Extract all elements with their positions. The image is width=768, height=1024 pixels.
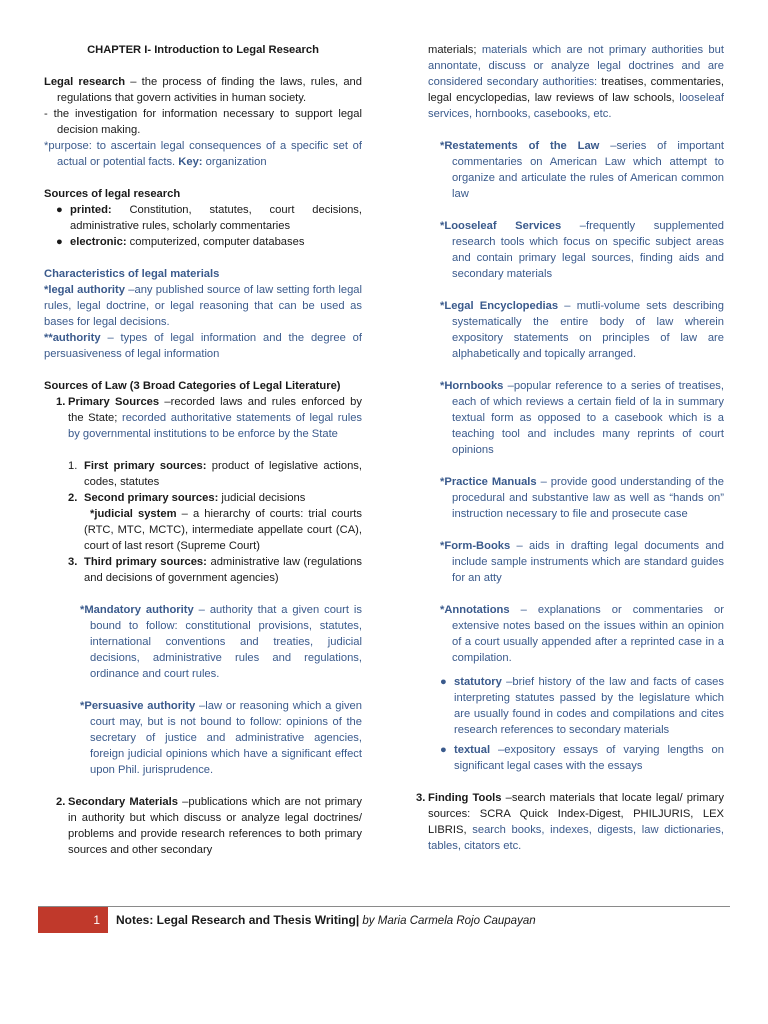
legal-research-definition-2: - the investigation for information necessary to support legal decision making.	[44, 108, 362, 136]
footer-title: Notes: Legal Research and Thesis Writing	[116, 913, 356, 927]
practice-manuals-paragraph: *Practice Manuals – provide good understanding of the procedural and substantive law as well as “hands on” instruction necessary to file and prosecute case	[440, 476, 724, 520]
page-footer	[38, 906, 730, 933]
legal-authority-paragraph: *legal authority –any published source of law setting forth legal rules, legal doctrine, or legal reasoning that can be used as bases for legal decisions.	[44, 284, 362, 328]
list-item: ● statutory –brief history of the law and facts of cases interpreting statutes passed by the legislature which are usually found in codes and compilations and cites research references to secondary materials	[440, 676, 724, 736]
annotations-paragraph: *Annotations – explanations or commentaries or extensive notes based on the issues within an opinion of a court usually appended after a reprinted case in a compilation.	[440, 604, 724, 664]
sources-list	[44, 202, 362, 250]
looseleaf-paragraph: *Looseleaf Services –frequently supplemented research tools which focus on specific subject areas and contain primary legal sources, finding aids and secondary materials	[440, 220, 725, 280]
primary-sources-paragraph: 1. Primary Sources –recorded laws and rules enforced by the State; recorded authoritative statements of legal rules by governmental institutions to be enforce by the State	[56, 396, 363, 440]
judicial-system-paragraph: *judicial system – a hierarchy of courts: trial courts (RTC, MTC, MCTC), intermediate appellate court (CA), court of last resort (Supreme Court)	[84, 508, 362, 552]
hornbooks-paragraph: *Hornbooks –popular reference to a series of treatises, each of which reviews a certain field of la in summary textual form as opposed to a casebook which is a teaching tool and includes many reprints of court opinions	[440, 380, 724, 456]
right-column	[416, 42, 725, 854]
sources-of-law-heading: Sources of Law (3 Broad Categories of Legal Literature)	[44, 380, 341, 392]
purpose-paragraph: *purpose: to ascertain legal consequences of a specific set of actual or potential facts. Key: organization	[44, 140, 362, 168]
sources-heading: Sources of legal research	[44, 188, 181, 200]
footer-text	[116, 912, 536, 929]
bullet-icon: ●	[56, 236, 63, 248]
legal-research-definition: Legal research – the process of finding the laws, rules, and regulations that govern activities in human society.	[44, 76, 362, 104]
bullet-icon: ●	[440, 744, 447, 756]
persuasive-authority-paragraph: *Persuasive authority –law or reasoning which a given court may, but is not bound to follow: opinions of the secretary of justice and administrative agencies, foreign judicial opinions which have a significant effect upon Phil. jurisprudence.	[80, 700, 362, 776]
restatements-paragraph: *Restatements of the Law –series of important commentaries on American Law which attempt to organize and articulate the rules of American common law	[440, 140, 724, 200]
annotations-list	[428, 674, 724, 774]
bullet-icon: ●	[440, 676, 447, 688]
encyclopedias-paragraph: *Legal Encyclopedias – mutli-volume sets describing systematically the entire body of law wherein expository statements on principles of law are alphabetically and topically arranged.	[440, 300, 724, 360]
finding-tools-paragraph: 3. Finding Tools –search materials that locate legal/ primary sources: SCRA Quick Index-Digest, PHILJURIS, LEX LIBRIS, search books, indexes, digests, law dictionaries, tables, citators etc.	[416, 792, 724, 852]
left-column	[44, 42, 362, 858]
form-books-paragraph: *Form-Books – aids in drafting legal documents and include sample instruments which are standard guides for an atty	[440, 540, 724, 584]
secondary-materials-paragraph: 2. Secondary Materials –publications which are not primary in authority but which discuss or analyze legal doctrines/ problems and provide research references to both primary sources and other secondary	[56, 796, 362, 856]
footer-author: by Maria Carmela Rojo Caupayan	[359, 915, 536, 927]
list-item: ● electronic: computerized, computer databases	[56, 236, 305, 248]
page-number: 1	[38, 907, 108, 933]
list-item: ● printed: Constitution, statutes, court decisions, administrative rules, scholarly commentaries	[56, 204, 362, 232]
authority-paragraph: **authority – types of legal information and the degree of persuasiveness of legal information	[44, 332, 362, 360]
footer-separator: |	[355, 913, 360, 927]
mandatory-authority-paragraph: *Mandatory authority – authority that a given court is bound to follow: constitutional provisions, statutes, international conventions and treaties, judicial decisions, administrative rules and regulations, ordinance and court rules.	[80, 604, 362, 680]
characteristics-heading: Characteristics of legal materials	[44, 268, 220, 280]
list-item: ● textual –expository essays of varying lengths on significant legal cases with the essays	[440, 744, 724, 772]
secondary-materials-continued: materials; materials which are not primary authorities but annontate, discuss or analyze legal doctrines and are considered secondary authorities: treatises, commentaries, legal encyclopedias, law reviews of law schools, looseleaf services, hornbooks, casebooks, etc.	[428, 44, 724, 120]
third-primary-sources: 3. Third primary sources: administrative law (regulations and decisions of government agencies)	[68, 556, 362, 584]
first-primary-sources: 1. First primary sources: product of legislative actions, codes, statutes	[68, 460, 362, 488]
bullet-icon: ●	[56, 204, 63, 216]
chapter-title: CHAPTER I- Introduction to Legal Research	[87, 44, 319, 56]
second-primary-sources: 2. Second primary sources: judicial decisions	[68, 492, 306, 504]
